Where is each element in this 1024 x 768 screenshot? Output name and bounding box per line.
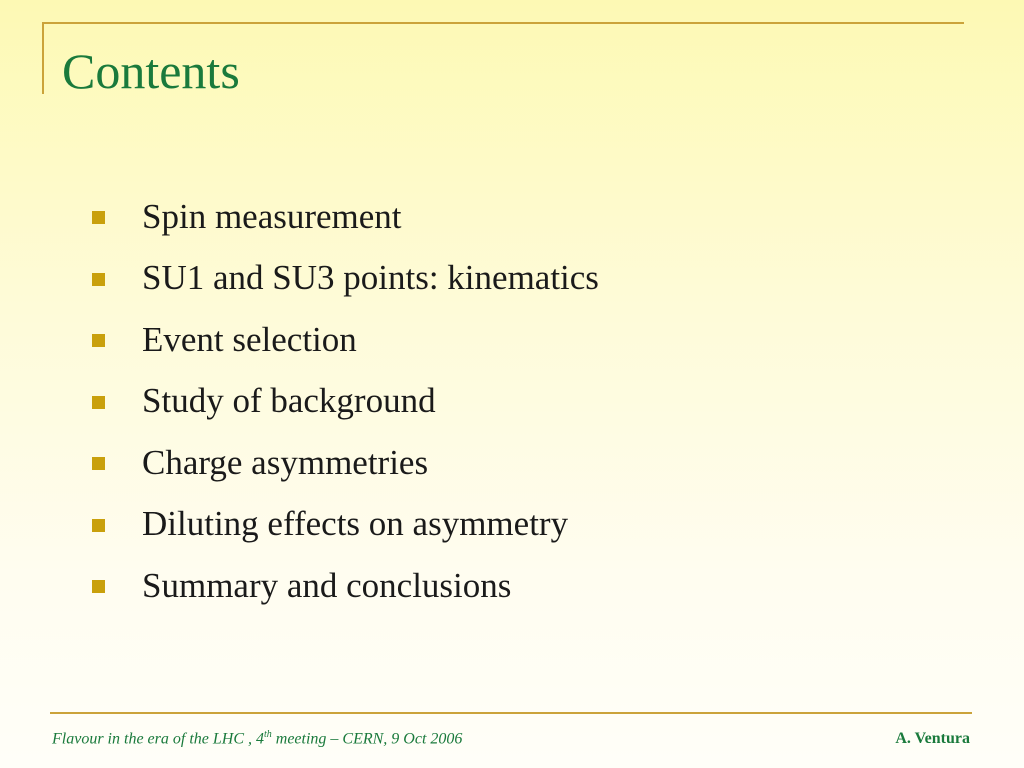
list-item (92, 186, 599, 248)
list-item-label: Spin measurement (142, 196, 402, 236)
footer-rule (50, 712, 972, 714)
slide-title: Contents (62, 43, 240, 99)
title-frame-vertical-rule (42, 22, 44, 94)
footer-author: A. Ventura (895, 730, 970, 747)
square-bullet-icon (92, 580, 105, 593)
list-item (92, 248, 599, 310)
list-item-label: Diluting effects on asymmetry (142, 504, 569, 544)
footer-event-text-rest: meeting – CERN, 9 Oct 2006 (271, 730, 463, 748)
list-item (92, 494, 599, 556)
list-item-label: SU1 and SU3 points: kinematics (142, 258, 599, 298)
list-item-label: Summary and conclusions (142, 565, 512, 605)
contents-list (92, 186, 599, 617)
list-item (92, 309, 599, 371)
list-item-label: Charge asymmetries (142, 442, 429, 482)
list-item (92, 555, 599, 617)
list-item-label: Event selection (142, 319, 357, 359)
list-item (92, 371, 599, 433)
square-bullet-icon (92, 457, 105, 470)
list-item-label: Study of background (142, 381, 436, 421)
footer-event-superscript: th (263, 729, 272, 740)
list-item (92, 432, 599, 494)
square-bullet-icon (92, 334, 105, 347)
square-bullet-icon (92, 519, 105, 532)
footer-event-info (52, 729, 462, 748)
square-bullet-icon (92, 273, 105, 286)
square-bullet-icon (92, 211, 105, 224)
title-frame-horizontal-rule (42, 22, 964, 24)
footer-event-text: Flavour in the era of the LHC , 4 (52, 730, 264, 748)
square-bullet-icon (92, 396, 105, 409)
